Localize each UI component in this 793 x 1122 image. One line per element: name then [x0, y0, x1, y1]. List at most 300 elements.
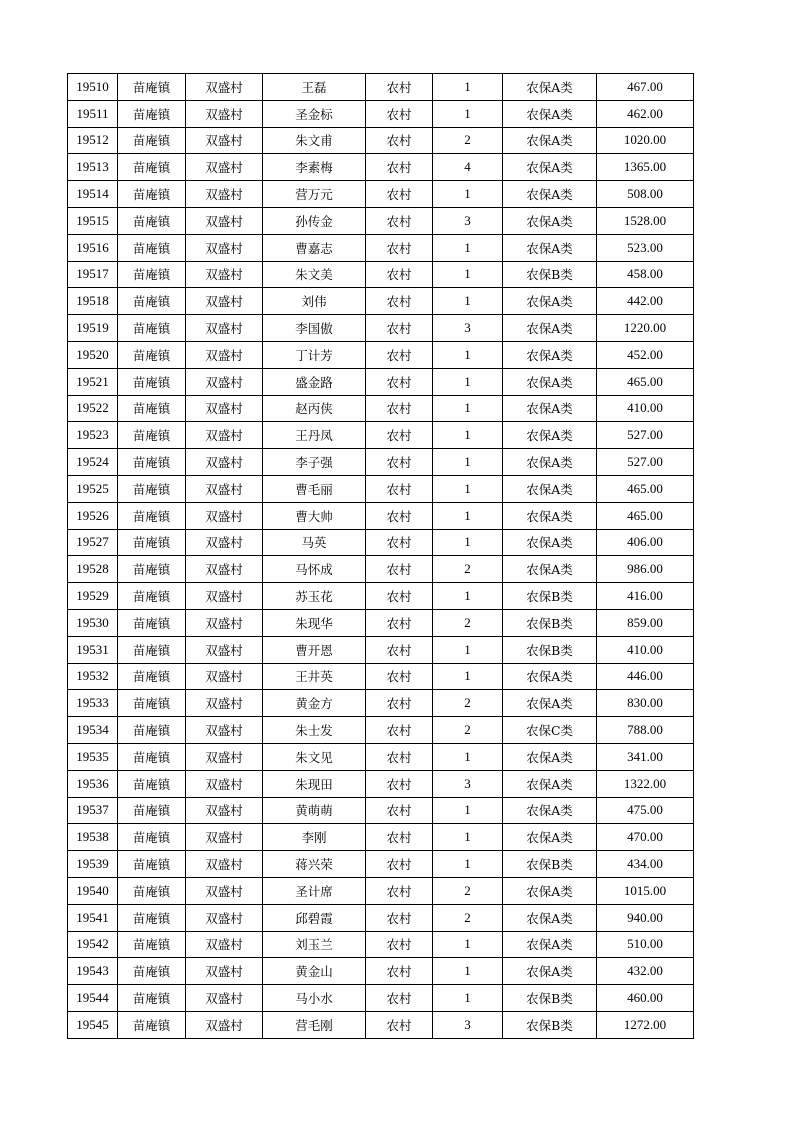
insurance-category-cell: 农保A类 [503, 288, 597, 315]
residence-type-cell: 农村 [366, 904, 433, 931]
household-count-cell: 1 [433, 663, 503, 690]
insurance-category-cell: 农保A类 [503, 181, 597, 208]
record-id-cell: 19510 [68, 74, 118, 101]
village-cell: 双盛村 [186, 904, 263, 931]
insurance-category-cell: 农保A类 [503, 127, 597, 154]
person-name-cell: 盛金路 [263, 368, 366, 395]
amount-cell: 465.00 [597, 502, 694, 529]
village-cell: 双盛村 [186, 395, 263, 422]
table-row [68, 234, 694, 261]
person-name-cell: 圣金标 [263, 100, 366, 127]
insurance-category-cell: 农保A类 [503, 100, 597, 127]
record-id-cell: 19511 [68, 100, 118, 127]
table-row [68, 288, 694, 315]
residence-type-cell: 农村 [366, 475, 433, 502]
town-cell: 苗庵镇 [118, 315, 186, 342]
amount-cell: 432.00 [597, 958, 694, 985]
village-cell: 双盛村 [186, 931, 263, 958]
residence-type-cell: 农村 [366, 341, 433, 368]
household-count-cell: 3 [433, 1011, 503, 1038]
record-id-cell: 19521 [68, 368, 118, 395]
amount-cell: 788.00 [597, 717, 694, 744]
village-cell: 双盛村 [186, 851, 263, 878]
village-cell: 双盛村 [186, 717, 263, 744]
town-cell: 苗庵镇 [118, 261, 186, 288]
household-count-cell: 2 [433, 690, 503, 717]
amount-cell: 410.00 [597, 636, 694, 663]
amount-cell: 465.00 [597, 368, 694, 395]
residence-type-cell: 农村 [366, 422, 433, 449]
person-name-cell: 王丹凤 [263, 422, 366, 449]
residence-type-cell: 农村 [366, 449, 433, 476]
residence-type-cell: 农村 [366, 556, 433, 583]
town-cell: 苗庵镇 [118, 395, 186, 422]
record-id-cell: 19530 [68, 609, 118, 636]
village-cell: 双盛村 [186, 529, 263, 556]
insurance-category-cell: 农保A类 [503, 207, 597, 234]
household-count-cell: 2 [433, 717, 503, 744]
table-row [68, 958, 694, 985]
town-cell: 苗庵镇 [118, 234, 186, 261]
table-row [68, 207, 694, 234]
amount-cell: 859.00 [597, 609, 694, 636]
amount-cell: 1322.00 [597, 770, 694, 797]
amount-cell: 341.00 [597, 743, 694, 770]
household-count-cell: 2 [433, 556, 503, 583]
town-cell: 苗庵镇 [118, 368, 186, 395]
village-cell: 双盛村 [186, 422, 263, 449]
household-count-cell: 1 [433, 583, 503, 610]
person-name-cell: 王井英 [263, 663, 366, 690]
person-name-cell: 李国傲 [263, 315, 366, 342]
town-cell: 苗庵镇 [118, 449, 186, 476]
amount-cell: 434.00 [597, 851, 694, 878]
amount-cell: 416.00 [597, 583, 694, 610]
record-id-cell: 19529 [68, 583, 118, 610]
household-count-cell: 1 [433, 475, 503, 502]
table-row [68, 502, 694, 529]
household-count-cell: 1 [433, 422, 503, 449]
record-id-cell: 19541 [68, 904, 118, 931]
household-count-cell: 1 [433, 341, 503, 368]
village-cell: 双盛村 [186, 556, 263, 583]
amount-cell: 475.00 [597, 797, 694, 824]
household-count-cell: 1 [433, 502, 503, 529]
table-row [68, 475, 694, 502]
record-id-cell: 19540 [68, 877, 118, 904]
record-id-cell: 19516 [68, 234, 118, 261]
table-row [68, 717, 694, 744]
record-id-cell: 19526 [68, 502, 118, 529]
household-count-cell: 1 [433, 985, 503, 1012]
person-name-cell: 黄金山 [263, 958, 366, 985]
household-count-cell: 1 [433, 931, 503, 958]
record-id-cell: 19535 [68, 743, 118, 770]
village-cell: 双盛村 [186, 663, 263, 690]
table-row [68, 985, 694, 1012]
person-name-cell: 丁计芳 [263, 341, 366, 368]
insurance-category-cell: 农保A类 [503, 422, 597, 449]
town-cell: 苗庵镇 [118, 663, 186, 690]
village-cell: 双盛村 [186, 234, 263, 261]
household-count-cell: 1 [433, 368, 503, 395]
town-cell: 苗庵镇 [118, 154, 186, 181]
household-count-cell: 4 [433, 154, 503, 181]
residence-type-cell: 农村 [366, 877, 433, 904]
village-cell: 双盛村 [186, 609, 263, 636]
insurance-category-cell: 农保A类 [503, 475, 597, 502]
town-cell: 苗庵镇 [118, 636, 186, 663]
residence-type-cell: 农村 [366, 985, 433, 1012]
insurance-category-cell: 农保B类 [503, 583, 597, 610]
amount-cell: 1272.00 [597, 1011, 694, 1038]
table-row [68, 1011, 694, 1038]
table-row [68, 368, 694, 395]
table-row [68, 261, 694, 288]
insurance-category-cell: 农保A类 [503, 315, 597, 342]
person-name-cell: 蒋兴荣 [263, 851, 366, 878]
town-cell: 苗庵镇 [118, 904, 186, 931]
insurance-category-cell: 农保A类 [503, 904, 597, 931]
record-id-cell: 19537 [68, 797, 118, 824]
town-cell: 苗庵镇 [118, 985, 186, 1012]
amount-cell: 452.00 [597, 341, 694, 368]
table-row [68, 100, 694, 127]
village-cell: 双盛村 [186, 958, 263, 985]
amount-cell: 442.00 [597, 288, 694, 315]
village-cell: 双盛村 [186, 207, 263, 234]
amount-cell: 462.00 [597, 100, 694, 127]
person-name-cell: 曹开恩 [263, 636, 366, 663]
insurance-category-cell: 农保A类 [503, 931, 597, 958]
village-cell: 双盛村 [186, 315, 263, 342]
insurance-category-cell: 农保A类 [503, 395, 597, 422]
record-id-cell: 19512 [68, 127, 118, 154]
residence-type-cell: 农村 [366, 1011, 433, 1038]
insurance-category-cell: 农保A类 [503, 74, 597, 101]
town-cell: 苗庵镇 [118, 502, 186, 529]
table-row [68, 931, 694, 958]
village-cell: 双盛村 [186, 985, 263, 1012]
town-cell: 苗庵镇 [118, 556, 186, 583]
person-name-cell: 曹大帅 [263, 502, 366, 529]
record-id-cell: 19527 [68, 529, 118, 556]
person-name-cell: 赵丙侠 [263, 395, 366, 422]
village-cell: 双盛村 [186, 502, 263, 529]
record-id-cell: 19519 [68, 315, 118, 342]
residence-type-cell: 农村 [366, 663, 433, 690]
town-cell: 苗庵镇 [118, 583, 186, 610]
household-count-cell: 3 [433, 207, 503, 234]
insurance-category-cell: 农保B类 [503, 985, 597, 1012]
residence-type-cell: 农村 [366, 690, 433, 717]
town-cell: 苗庵镇 [118, 207, 186, 234]
record-id-cell: 19542 [68, 931, 118, 958]
person-name-cell: 邱碧霞 [263, 904, 366, 931]
table-row [68, 797, 694, 824]
record-id-cell: 19536 [68, 770, 118, 797]
village-cell: 双盛村 [186, 475, 263, 502]
person-name-cell: 刘伟 [263, 288, 366, 315]
insurance-category-cell: 农保A类 [503, 154, 597, 181]
residence-type-cell: 农村 [366, 583, 433, 610]
insurance-category-cell: 农保A类 [503, 770, 597, 797]
amount-cell: 1020.00 [597, 127, 694, 154]
town-cell: 苗庵镇 [118, 609, 186, 636]
table-row [68, 743, 694, 770]
table-row [68, 770, 694, 797]
town-cell: 苗庵镇 [118, 529, 186, 556]
person-name-cell: 黄萌萌 [263, 797, 366, 824]
record-id-cell: 19517 [68, 261, 118, 288]
person-name-cell: 李素梅 [263, 154, 366, 181]
insurance-category-cell: 农保B类 [503, 1011, 597, 1038]
record-id-cell: 19528 [68, 556, 118, 583]
amount-cell: 510.00 [597, 931, 694, 958]
village-cell: 双盛村 [186, 770, 263, 797]
table-row [68, 181, 694, 208]
record-id-cell: 19523 [68, 422, 118, 449]
table-row [68, 154, 694, 181]
household-count-cell: 3 [433, 770, 503, 797]
table-body [68, 74, 694, 1039]
amount-cell: 410.00 [597, 395, 694, 422]
residence-type-cell: 农村 [366, 609, 433, 636]
table-row [68, 583, 694, 610]
village-cell: 双盛村 [186, 288, 263, 315]
residence-type-cell: 农村 [366, 154, 433, 181]
town-cell: 苗庵镇 [118, 475, 186, 502]
amount-cell: 940.00 [597, 904, 694, 931]
village-cell: 双盛村 [186, 341, 263, 368]
village-cell: 双盛村 [186, 127, 263, 154]
insurance-category-cell: 农保B类 [503, 609, 597, 636]
table-row [68, 851, 694, 878]
village-cell: 双盛村 [186, 583, 263, 610]
household-count-cell: 1 [433, 743, 503, 770]
residence-type-cell: 农村 [366, 100, 433, 127]
town-cell: 苗庵镇 [118, 958, 186, 985]
amount-cell: 527.00 [597, 422, 694, 449]
record-id-cell: 19524 [68, 449, 118, 476]
village-cell: 双盛村 [186, 636, 263, 663]
amount-cell: 446.00 [597, 663, 694, 690]
residence-type-cell: 农村 [366, 502, 433, 529]
table-row [68, 315, 694, 342]
village-cell: 双盛村 [186, 743, 263, 770]
household-count-cell: 3 [433, 315, 503, 342]
residence-type-cell: 农村 [366, 797, 433, 824]
table-row [68, 529, 694, 556]
table-row [68, 449, 694, 476]
table-row [68, 824, 694, 851]
insurance-category-cell: 农保A类 [503, 556, 597, 583]
household-count-cell: 1 [433, 529, 503, 556]
person-name-cell: 朱文美 [263, 261, 366, 288]
record-id-cell: 19522 [68, 395, 118, 422]
table-row [68, 422, 694, 449]
town-cell: 苗庵镇 [118, 770, 186, 797]
person-name-cell: 马怀成 [263, 556, 366, 583]
amount-cell: 523.00 [597, 234, 694, 261]
village-cell: 双盛村 [186, 824, 263, 851]
residence-type-cell: 农村 [366, 395, 433, 422]
amount-cell: 508.00 [597, 181, 694, 208]
household-count-cell: 1 [433, 851, 503, 878]
town-cell: 苗庵镇 [118, 341, 186, 368]
insurance-category-cell: 农保B类 [503, 261, 597, 288]
town-cell: 苗庵镇 [118, 127, 186, 154]
town-cell: 苗庵镇 [118, 931, 186, 958]
residence-type-cell: 农村 [366, 234, 433, 261]
amount-cell: 467.00 [597, 74, 694, 101]
amount-cell: 1528.00 [597, 207, 694, 234]
person-name-cell: 营毛刚 [263, 1011, 366, 1038]
amount-cell: 986.00 [597, 556, 694, 583]
residence-type-cell: 农村 [366, 958, 433, 985]
household-count-cell: 1 [433, 234, 503, 261]
amount-cell: 527.00 [597, 449, 694, 476]
insurance-category-cell: 农保A类 [503, 234, 597, 261]
household-count-cell: 1 [433, 261, 503, 288]
village-cell: 双盛村 [186, 877, 263, 904]
person-name-cell: 曹嘉志 [263, 234, 366, 261]
amount-cell: 470.00 [597, 824, 694, 851]
insurance-category-cell: 农保A类 [503, 877, 597, 904]
record-id-cell: 19532 [68, 663, 118, 690]
person-name-cell: 苏玉花 [263, 583, 366, 610]
person-name-cell: 李刚 [263, 824, 366, 851]
amount-cell: 460.00 [597, 985, 694, 1012]
household-count-cell: 1 [433, 288, 503, 315]
village-cell: 双盛村 [186, 100, 263, 127]
person-name-cell: 营万元 [263, 181, 366, 208]
record-id-cell: 19543 [68, 958, 118, 985]
person-name-cell: 马英 [263, 529, 366, 556]
person-name-cell: 朱文甫 [263, 127, 366, 154]
village-cell: 双盛村 [186, 449, 263, 476]
residence-type-cell: 农村 [366, 74, 433, 101]
amount-cell: 1220.00 [597, 315, 694, 342]
household-count-cell: 1 [433, 100, 503, 127]
town-cell: 苗庵镇 [118, 74, 186, 101]
residence-type-cell: 农村 [366, 636, 433, 663]
table-row [68, 690, 694, 717]
town-cell: 苗庵镇 [118, 100, 186, 127]
table-row [68, 341, 694, 368]
residence-type-cell: 农村 [366, 127, 433, 154]
residence-type-cell: 农村 [366, 824, 433, 851]
town-cell: 苗庵镇 [118, 743, 186, 770]
residence-type-cell: 农村 [366, 181, 433, 208]
data-table [67, 73, 694, 1039]
insurance-category-cell: 农保A类 [503, 743, 597, 770]
table-row [68, 877, 694, 904]
record-id-cell: 19531 [68, 636, 118, 663]
insurance-category-cell: 农保C类 [503, 717, 597, 744]
residence-type-cell: 农村 [366, 261, 433, 288]
town-cell: 苗庵镇 [118, 1011, 186, 1038]
insurance-category-cell: 农保B类 [503, 851, 597, 878]
insurance-category-cell: 农保A类 [503, 449, 597, 476]
town-cell: 苗庵镇 [118, 422, 186, 449]
household-count-cell: 2 [433, 609, 503, 636]
person-name-cell: 朱士发 [263, 717, 366, 744]
record-id-cell: 19533 [68, 690, 118, 717]
town-cell: 苗庵镇 [118, 288, 186, 315]
household-count-cell: 1 [433, 74, 503, 101]
village-cell: 双盛村 [186, 368, 263, 395]
residence-type-cell: 农村 [366, 207, 433, 234]
record-id-cell: 19539 [68, 851, 118, 878]
insurance-category-cell: 农保A类 [503, 824, 597, 851]
town-cell: 苗庵镇 [118, 690, 186, 717]
village-cell: 双盛村 [186, 154, 263, 181]
table-row [68, 556, 694, 583]
person-name-cell: 王磊 [263, 74, 366, 101]
household-count-cell: 2 [433, 877, 503, 904]
town-cell: 苗庵镇 [118, 797, 186, 824]
table-row [68, 636, 694, 663]
insurance-category-cell: 农保A类 [503, 958, 597, 985]
town-cell: 苗庵镇 [118, 851, 186, 878]
table-row [68, 395, 694, 422]
residence-type-cell: 农村 [366, 770, 433, 797]
person-name-cell: 孙传金 [263, 207, 366, 234]
person-name-cell: 曹毛丽 [263, 475, 366, 502]
household-count-cell: 1 [433, 449, 503, 476]
village-cell: 双盛村 [186, 690, 263, 717]
amount-cell: 406.00 [597, 529, 694, 556]
table-row [68, 127, 694, 154]
amount-cell: 1365.00 [597, 154, 694, 181]
table-row [68, 74, 694, 101]
record-id-cell: 19525 [68, 475, 118, 502]
person-name-cell: 圣计席 [263, 877, 366, 904]
person-name-cell: 朱现田 [263, 770, 366, 797]
village-cell: 双盛村 [186, 797, 263, 824]
residence-type-cell: 农村 [366, 315, 433, 342]
amount-cell: 458.00 [597, 261, 694, 288]
person-name-cell: 黄金方 [263, 690, 366, 717]
record-id-cell: 19514 [68, 181, 118, 208]
residence-type-cell: 农村 [366, 529, 433, 556]
village-cell: 双盛村 [186, 74, 263, 101]
village-cell: 双盛村 [186, 261, 263, 288]
town-cell: 苗庵镇 [118, 877, 186, 904]
table-row [68, 904, 694, 931]
insurance-category-cell: 农保A类 [503, 797, 597, 824]
village-cell: 双盛村 [186, 181, 263, 208]
person-name-cell: 朱现华 [263, 609, 366, 636]
insurance-category-cell: 农保B类 [503, 636, 597, 663]
residence-type-cell: 农村 [366, 288, 433, 315]
household-count-cell: 1 [433, 395, 503, 422]
residence-type-cell: 农村 [366, 743, 433, 770]
record-id-cell: 19513 [68, 154, 118, 181]
insurance-category-cell: 农保A类 [503, 690, 597, 717]
record-id-cell: 19545 [68, 1011, 118, 1038]
residence-type-cell: 农村 [366, 851, 433, 878]
amount-cell: 1015.00 [597, 877, 694, 904]
town-cell: 苗庵镇 [118, 824, 186, 851]
household-count-cell: 1 [433, 958, 503, 985]
person-name-cell: 李子强 [263, 449, 366, 476]
person-name-cell: 朱文见 [263, 743, 366, 770]
record-id-cell: 19544 [68, 985, 118, 1012]
residence-type-cell: 农村 [366, 717, 433, 744]
household-count-cell: 1 [433, 636, 503, 663]
